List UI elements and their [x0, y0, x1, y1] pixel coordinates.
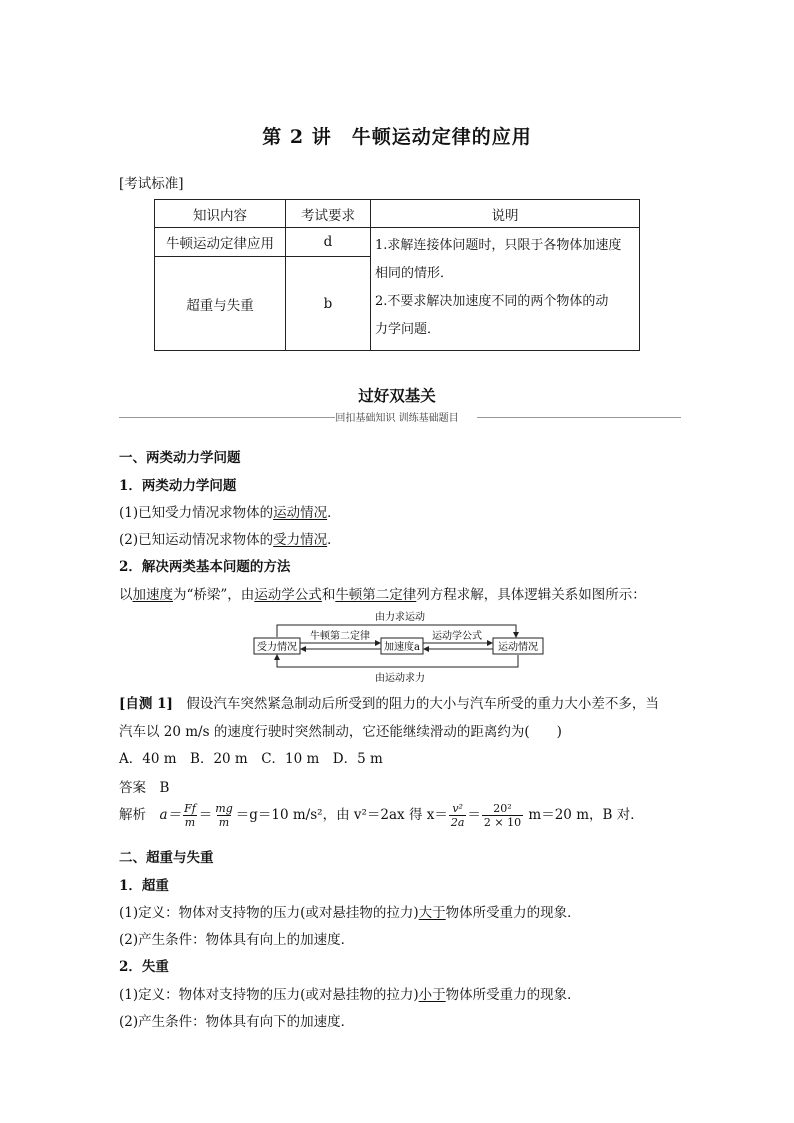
- fraction-numerator: 20²: [493, 802, 512, 815]
- formula-text: ＝: [467, 807, 481, 823]
- table-header-cell: 考试要求: [286, 200, 371, 228]
- text: ．: [327, 505, 341, 521]
- text: (2)已知运动情况求物体的: [119, 532, 274, 548]
- underlined-answer: 加速度: [132, 587, 173, 603]
- method-paragraph: [119, 583, 646, 603]
- part2-sub2: 2．失重: [119, 959, 169, 975]
- exercise-text: 假设汽车突然紧急制动后所受到的阻力的大小与汽车所受的重力大小差不多，当: [186, 696, 659, 712]
- diagram-top-label: 由力求运动: [375, 612, 425, 623]
- text: 列方程求解，具体逻辑关系如图所示：: [416, 587, 646, 603]
- underlined-answer: 运动情况: [273, 505, 328, 521]
- text: (1)定义：物体对支持物的压力(或对悬挂物的拉力): [119, 905, 419, 921]
- text: 和: [321, 587, 336, 603]
- fraction-denominator: m: [184, 816, 196, 829]
- description-line: 相同的情形．: [375, 266, 454, 281]
- text: 物体所受重力的现象．: [445, 905, 581, 921]
- exercise-line-1: [119, 692, 659, 712]
- section-title: 过好双基关: [358, 386, 436, 405]
- underlined-answer: 运动学公式: [254, 587, 322, 603]
- fraction-numerator: mg: [215, 802, 233, 815]
- diagram-bottom-label: 由运动求力: [375, 673, 425, 684]
- weightless-definition: [119, 983, 581, 1003]
- part1-heading: 一、两类动力学问题: [119, 450, 241, 466]
- fraction-v2-2a: [449, 802, 467, 829]
- text: 以: [119, 587, 133, 603]
- page-title: 第 2 讲 牛顿运动定律的应用: [262, 126, 532, 148]
- table-cell-level: d: [286, 228, 371, 257]
- logic-diagram-svg: [250, 611, 550, 687]
- part1-item2: [119, 528, 341, 548]
- description-line: 2.不要求解决加速度不同的两个物体的动: [375, 294, 609, 309]
- table-cell-level: b: [286, 257, 371, 351]
- fraction-mg-m: [213, 802, 234, 829]
- box-force-label: 受力情况: [257, 642, 297, 653]
- text: 物体所受重力的现象．: [445, 987, 581, 1003]
- fraction-numeric: [482, 802, 523, 829]
- text: ．: [327, 532, 341, 548]
- part2-heading: 二、超重与失重: [119, 850, 214, 866]
- analysis-label: 解析: [119, 807, 146, 823]
- table-cell-description: [371, 228, 640, 351]
- fraction-denominator: 2 × 10: [483, 816, 522, 829]
- section-subtitle: 回扣基础知识 训练基础题目: [335, 413, 459, 424]
- part1-sub2: 2．解决两类基本问题的方法: [119, 559, 291, 575]
- underlined-answer: 大于: [418, 905, 446, 921]
- exercise-options: A．40 m B．20 m C．10 m D．5 m: [119, 751, 383, 767]
- underlined-answer: 小于: [418, 987, 446, 1003]
- part2-sub1: 1．超重: [119, 878, 169, 894]
- underlined-answer: 受力情况: [273, 532, 328, 548]
- weightless-condition: (2)产生条件：物体具有向下的加速度．: [119, 1014, 355, 1030]
- formula-text: ＝: [198, 807, 213, 823]
- table-header-cell: 知识内容: [155, 200, 286, 228]
- text: (1)已知受力情况求物体的: [119, 505, 274, 521]
- description-line: 力学问题．: [375, 322, 441, 337]
- exercise-tag: [自测 1]: [119, 696, 173, 712]
- description-line: 1.求解连接体问题时，只限于各物体加速度: [375, 238, 622, 253]
- fraction-denominator: 2a: [450, 816, 465, 829]
- bottom-arrow: [277, 655, 518, 667]
- formula-text: a＝: [159, 807, 182, 823]
- answer-line: [119, 776, 169, 796]
- table-cell-content: 牛顿运动定律应用: [155, 228, 286, 257]
- exam-standard-label: [考试标准]: [119, 176, 184, 192]
- logic-diagram: [250, 611, 550, 687]
- fraction-ff-m: [182, 802, 198, 829]
- overweight-definition: [119, 901, 581, 921]
- box-motion-label: 运动情况: [498, 642, 538, 653]
- answer-label: 答案: [119, 780, 146, 796]
- formula-text: m＝20 m，B 对．: [528, 807, 644, 823]
- table-header-row: [155, 200, 640, 228]
- text: 为“桥梁”，由: [173, 587, 255, 603]
- answer-value: B: [159, 780, 170, 796]
- underlined-answer: 牛顿第二定律: [335, 587, 417, 603]
- table-cell-content: 超重与失重: [155, 257, 286, 351]
- part1-item1: [119, 501, 341, 521]
- text: (1)定义：物体对支持物的压力(或对悬挂物的拉力): [119, 987, 419, 1003]
- exam-standard-table: [154, 199, 640, 351]
- fraction-denominator: m: [218, 816, 230, 829]
- box-acceleration-label: 加速度a: [384, 642, 420, 653]
- formula-text: ＝g＝10 m/s²，由 v²＝2ax 得 x＝: [235, 807, 448, 823]
- exercise-line-2: 汽车以 20 m/s 的速度行驶时突然制动，它还能继续滑动的距离约为( ): [119, 724, 562, 740]
- fraction-numerator: v²: [452, 802, 463, 815]
- analysis-line: [119, 802, 644, 829]
- fraction-numerator: Ff: [184, 802, 196, 815]
- table-header-cell: 说明: [371, 200, 640, 228]
- part1-sub1: 1．两类动力学问题: [119, 478, 237, 494]
- arrow-newton-label: 牛顿第二定律: [310, 631, 370, 642]
- table-row: [155, 228, 640, 257]
- overweight-condition: (2)产生条件：物体具有向上的加速度．: [119, 932, 355, 948]
- arrow-kinematics-label: 运动学公式: [432, 631, 482, 642]
